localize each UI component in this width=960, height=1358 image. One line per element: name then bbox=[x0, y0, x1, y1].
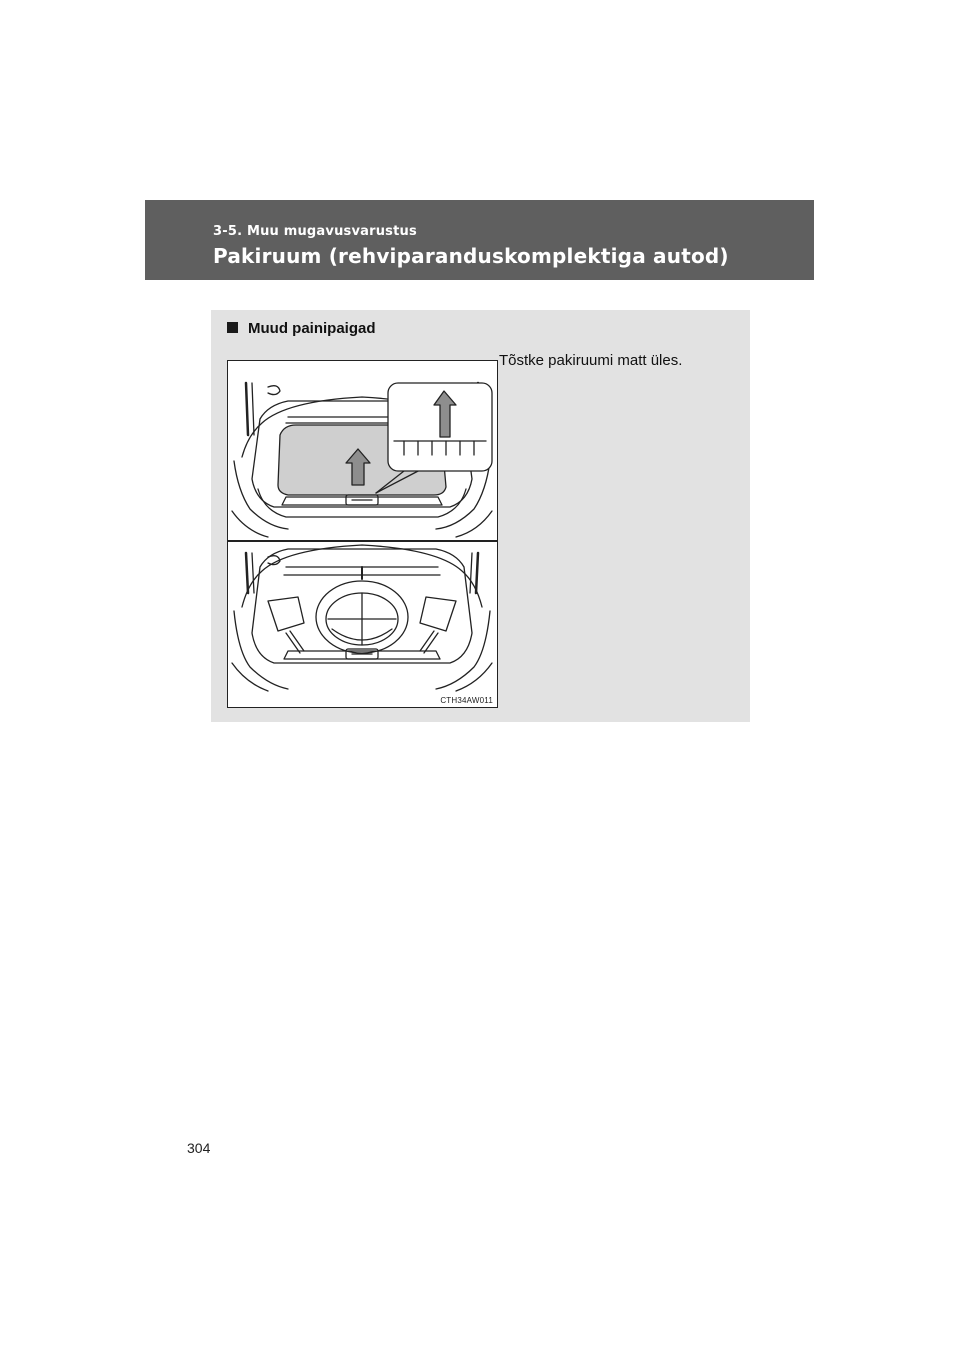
figure-code: CTH34AW011 bbox=[440, 696, 493, 705]
square-bullet-icon bbox=[227, 322, 238, 333]
page-title: Pakiruum (rehviparanduskomplektiga autod) bbox=[213, 244, 729, 268]
trunk-illustration bbox=[227, 360, 498, 708]
page-number: 304 bbox=[187, 1140, 211, 1156]
sub-heading-text: Muud painipaigad bbox=[248, 320, 376, 337]
sub-heading bbox=[227, 320, 376, 337]
chapter-header bbox=[145, 200, 814, 280]
info-panel bbox=[211, 310, 750, 722]
instruction-text: Tõstke pakiruumi matt üles. bbox=[499, 352, 683, 369]
trunk-diagram-icon bbox=[228, 361, 497, 707]
section-label: 3-5. Muu mugavusvarustus bbox=[213, 224, 417, 239]
